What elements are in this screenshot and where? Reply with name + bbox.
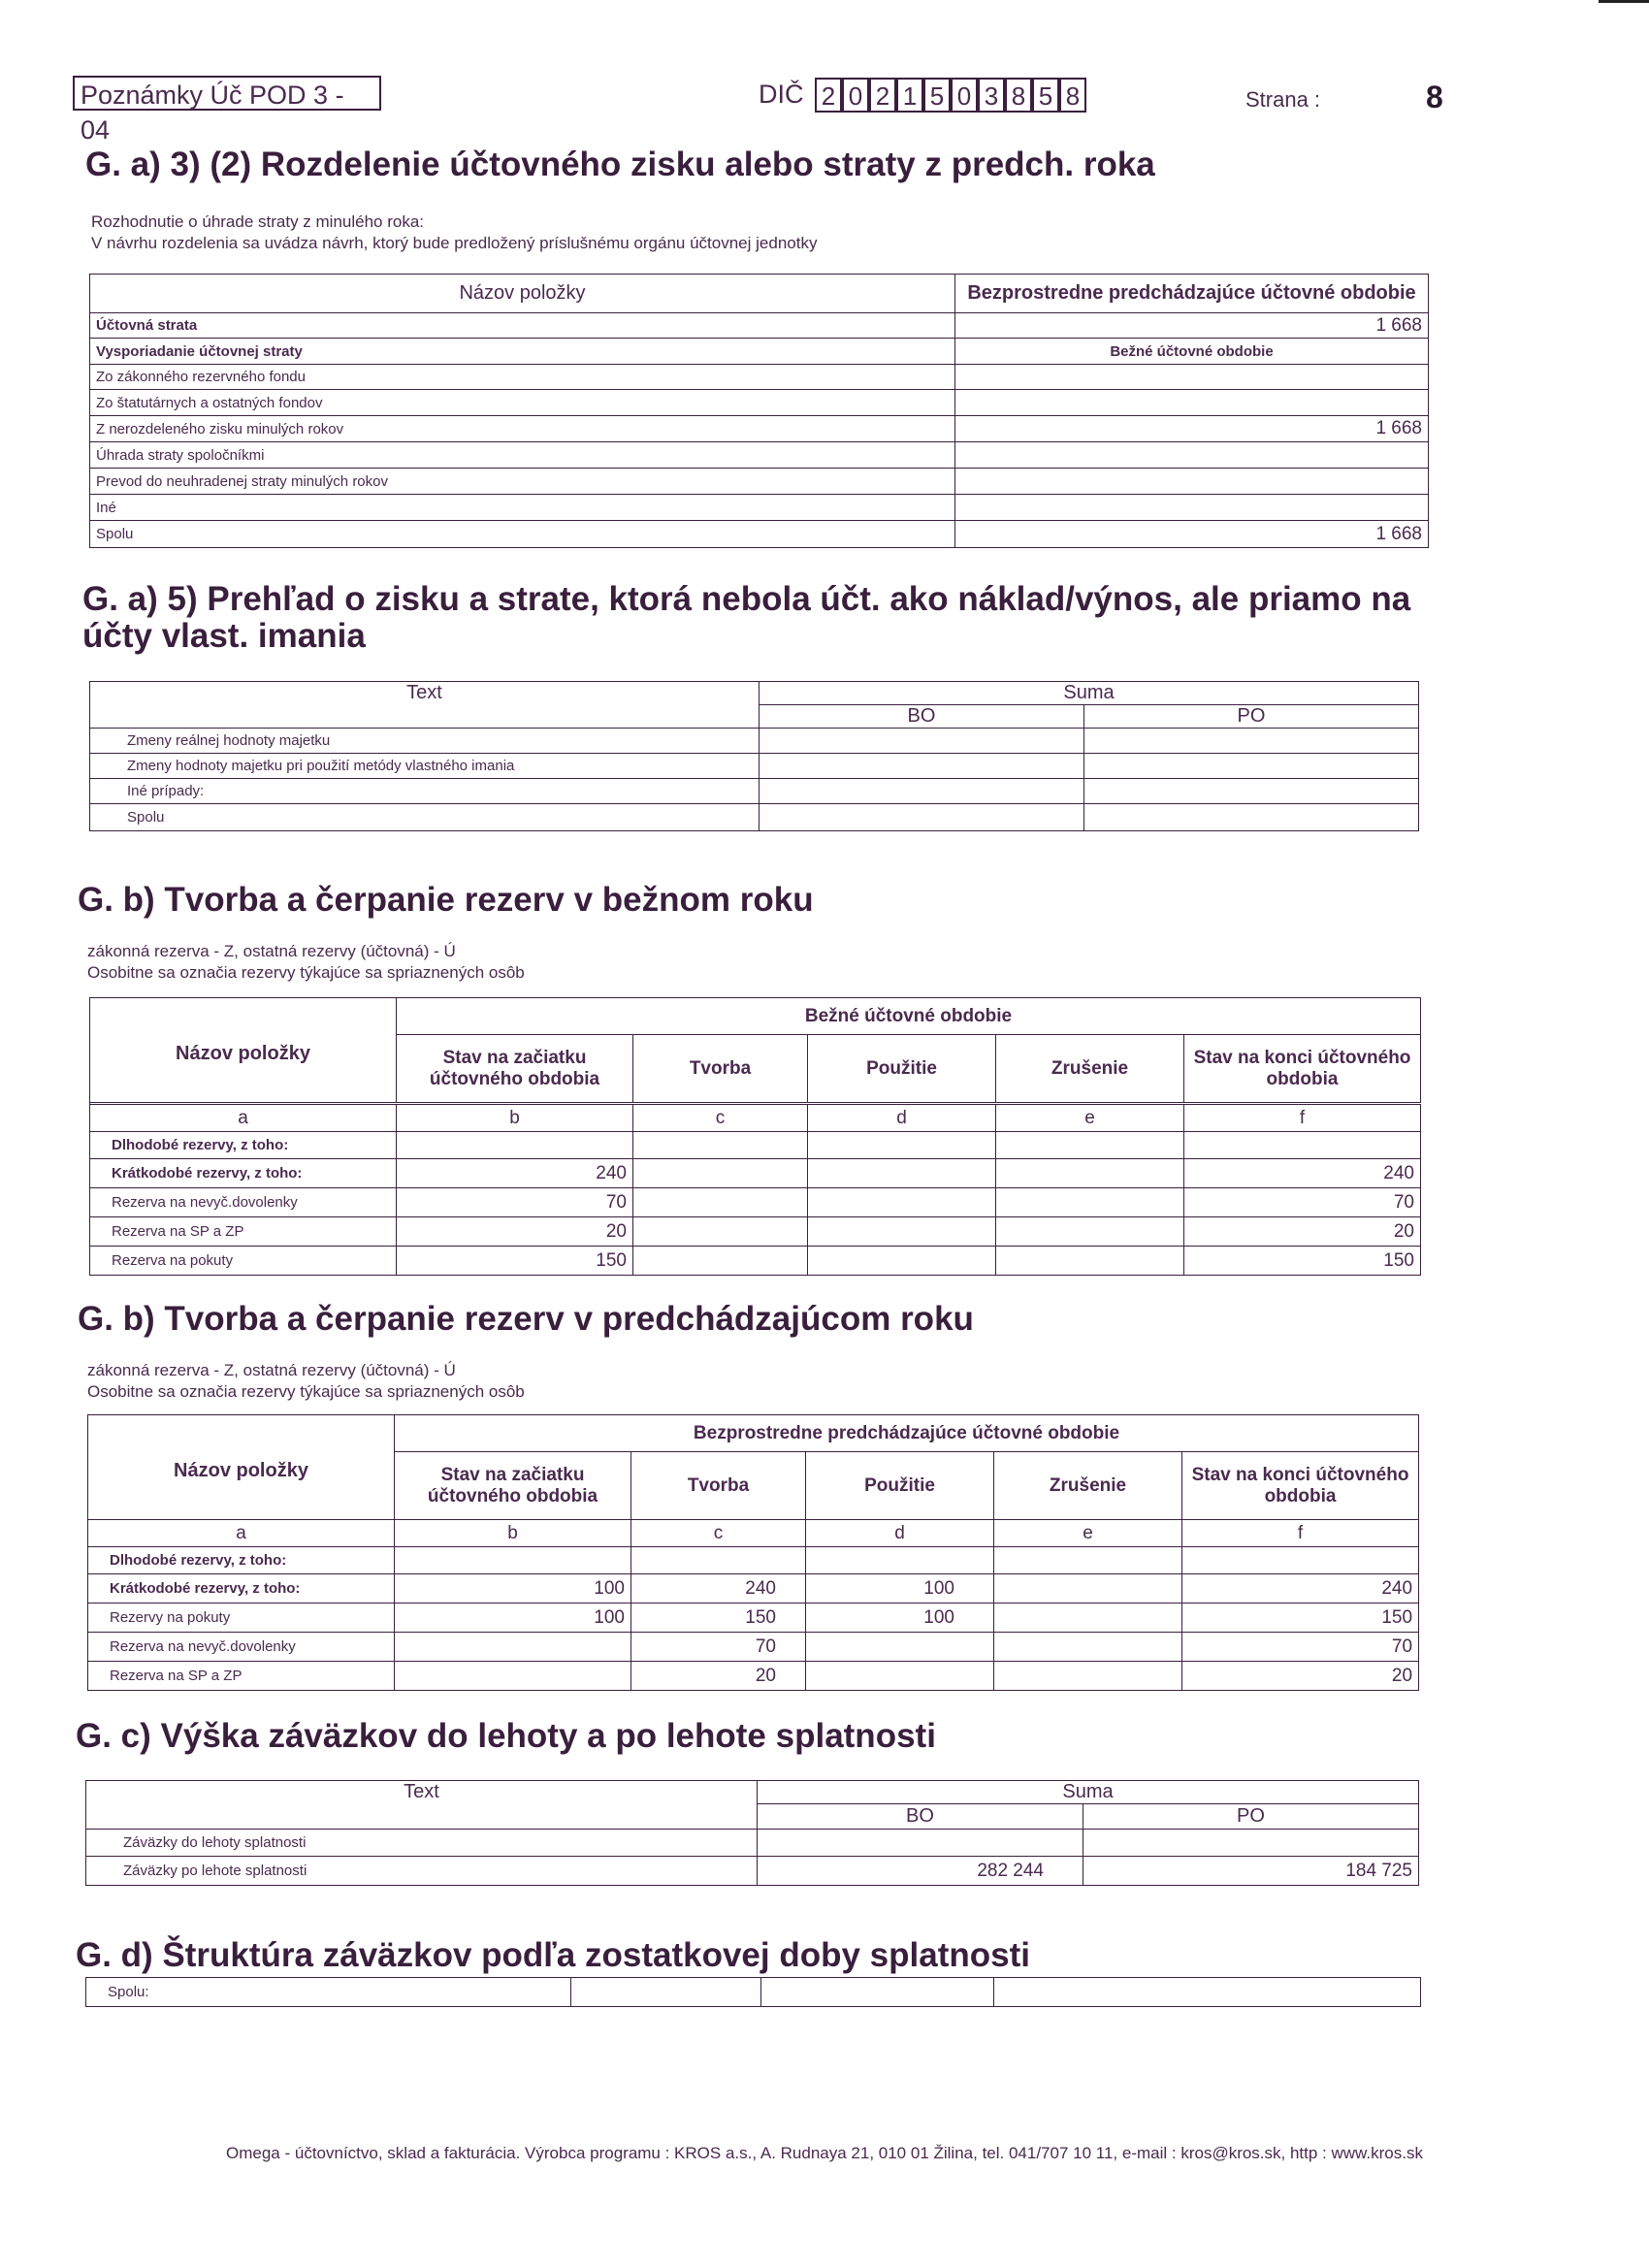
section-title: G. a) 5) Prehľad o zisku a strate, ktorá nebola účt. ako náklad/výnos, ale priamo na — [82, 580, 1411, 618]
column-header: Bezprostredne predchádzajúce účtovné obdobie — [395, 1415, 1419, 1452]
dic-digit: 5 — [1032, 78, 1059, 113]
section-note: Osobitne sa označia rezervy týkajúce sa spriaznených osôb — [87, 1382, 525, 1401]
table-row-label: Spolu — [90, 804, 760, 831]
column-header: Stav na konci účtovného obdobia — [1182, 1452, 1419, 1520]
column-letter: f — [1184, 1105, 1421, 1132]
table-cell — [808, 1132, 996, 1159]
table-cell: 20 — [397, 1217, 633, 1247]
table-cell — [1182, 1547, 1419, 1574]
dic-digit: 5 — [923, 78, 951, 113]
table-cell — [1184, 1132, 1421, 1159]
column-header: Názov položky — [90, 998, 397, 1103]
section-title: G. a) 3) (2) Rozdelenie účtovného zisku alebo straty z predch. roka — [85, 146, 1155, 183]
table-row-label: Záväzky do lehoty splatnosti — [86, 1830, 758, 1857]
table-row-label: Iné prípady: — [90, 779, 760, 804]
corner-mark — [1599, 0, 1649, 3]
section-title: G. b) Tvorba a čerpanie rezerv v predchádzajúcom roku — [78, 1300, 974, 1338]
table-cell — [994, 1662, 1182, 1691]
table-cell: 100 — [806, 1574, 994, 1604]
table-row-label: Rezerva na nevyč.dovolenky — [90, 1188, 397, 1217]
table-cell — [994, 1633, 1182, 1662]
table-cell — [760, 804, 1084, 831]
column-letter: e — [996, 1105, 1184, 1132]
column-letter: c — [631, 1520, 806, 1547]
table-cell — [633, 1247, 808, 1276]
table-cell — [808, 1247, 996, 1276]
table-cell: 20 — [1182, 1662, 1419, 1691]
table-cell — [395, 1633, 631, 1662]
dic-label: DIČ — [759, 80, 804, 109]
table-cell — [808, 1159, 996, 1188]
section-note: Osobitne sa označia rezervy týkajúce sa spriaznených osôb — [87, 963, 525, 982]
column-header: Bežné účtovné obdobie — [955, 339, 1429, 365]
table-row-label: Krátkodobé rezervy, z toho: — [90, 1159, 397, 1188]
table-cell — [806, 1547, 994, 1574]
table-cell — [994, 1604, 1182, 1633]
table-cell — [1084, 804, 1419, 831]
dic-digit: 3 — [978, 78, 1005, 113]
table-row-label: Krátkodobé rezervy, z toho: — [88, 1574, 395, 1604]
column-header: BO — [758, 1804, 1083, 1830]
column-letter: d — [806, 1520, 994, 1547]
column-header: Tvorba — [633, 1035, 808, 1103]
dic-digit: 8 — [1005, 78, 1032, 113]
column-header: PO — [1084, 705, 1419, 729]
table-cell: 1 668 — [955, 313, 1429, 339]
column-header: Použitie — [806, 1452, 994, 1520]
column-header: Názov položky — [90, 275, 955, 313]
column-letter: d — [808, 1105, 996, 1132]
table-cell: 100 — [395, 1574, 631, 1604]
table-cell — [633, 1217, 808, 1247]
table-row-label: Rezerva na SP a ZP — [88, 1662, 395, 1691]
column-header: Názov položky — [88, 1415, 395, 1520]
reserves-current-table — [89, 997, 1421, 1103]
table-cell: 240 — [1182, 1574, 1419, 1604]
table-row-label: Zmeny hodnoty majetku pri použití metódy vlastného imania — [90, 754, 760, 779]
table-cell — [996, 1247, 1184, 1276]
table-cell — [806, 1662, 994, 1691]
table-cell — [633, 1188, 808, 1217]
column-header: PO — [1083, 1804, 1419, 1830]
table-cell: 70 — [397, 1188, 633, 1217]
table-cell: 100 — [395, 1604, 631, 1633]
table-cell: 150 — [631, 1604, 806, 1633]
dic-digit: 2 — [815, 78, 842, 113]
profit-loss-table — [89, 274, 1429, 548]
section-title: účty vlast. imania — [82, 617, 366, 655]
footer: Omega - účtovníctvo, sklad a fakturácia. Výrobca programu : KROS a.s., A. Rudnaya 21, 010 01 Žilina, tel. 041/707 10 11, e-mail : kros@kros.sk, http : www.kros.sk — [226, 2144, 1423, 2162]
column-letter: f — [1182, 1520, 1419, 1547]
dic-digit: 8 — [1059, 78, 1086, 113]
table-cell — [633, 1159, 808, 1188]
table-cell: 100 — [806, 1604, 994, 1633]
table-row-label: Vysporiadanie účtovnej straty — [90, 339, 955, 365]
table-cell — [1084, 754, 1419, 779]
table-cell — [955, 495, 1429, 521]
table-row-label: Zo štatutárnych a ostatných fondov — [90, 390, 955, 416]
table-cell — [395, 1547, 631, 1574]
column-letter: b — [397, 1105, 633, 1132]
section-note: zákonná rezerva - Z, ostatná rezervy (účtovná) - Ú — [87, 1361, 456, 1379]
table-cell: 150 — [397, 1247, 633, 1276]
column-header: Text — [86, 1781, 758, 1830]
table-cell — [996, 1159, 1184, 1188]
table-cell — [955, 390, 1429, 416]
liabilities-table — [85, 1780, 1419, 1886]
table-cell — [994, 1978, 1421, 2007]
table-row-label: Rezerva na SP a ZP — [90, 1217, 397, 1247]
table-cell — [760, 729, 1084, 754]
column-header: Bežné účtovné obdobie — [397, 998, 1421, 1035]
table-cell — [758, 1830, 1083, 1857]
equity-changes-table — [89, 681, 1419, 831]
column-header: Tvorba — [631, 1452, 806, 1520]
table-cell — [1084, 729, 1419, 754]
table-cell: 1 668 — [955, 521, 1429, 548]
liabilities-structure-table — [85, 1977, 1421, 2007]
dic-digit: 0 — [951, 78, 978, 113]
table-cell — [955, 365, 1429, 390]
section-title: G. d) Štruktúra záväzkov podľa zostatkovej doby splatnosti — [76, 1936, 1030, 1974]
dic-digit: 0 — [842, 78, 869, 113]
reserves-previous-table — [87, 1414, 1419, 1691]
table-row-label: Rezerva na pokuty — [90, 1247, 397, 1276]
column-letter: e — [994, 1520, 1182, 1547]
table-cell — [808, 1217, 996, 1247]
column-header: Stav na začiatku účtovného obdobia — [397, 1035, 633, 1103]
section-title: G. c) Výška záväzkov do lehoty a po lehote splatnosti — [76, 1717, 936, 1755]
table-row-label: Rezerva na nevyč.dovolenky — [88, 1633, 395, 1662]
section-note: zákonná rezerva - Z, ostatná rezervy (účtovná) - Ú — [87, 942, 456, 960]
table-row-label: Spolu: — [86, 1978, 571, 2007]
table-row-label: Zmeny reálnej hodnoty majetku — [90, 729, 760, 754]
table-cell — [1084, 779, 1419, 804]
column-header: BO — [760, 705, 1084, 729]
table-cell — [760, 754, 1084, 779]
table-cell — [633, 1132, 808, 1159]
table-cell: 150 — [1182, 1604, 1419, 1633]
table-cell: 1 668 — [955, 416, 1429, 442]
table-cell: 240 — [631, 1574, 806, 1604]
table-cell — [955, 442, 1429, 469]
column-header: Bezprostredne predchádzajúce účtovné obdobie — [955, 275, 1429, 313]
page-label: Strana : — [1245, 87, 1321, 112]
table-cell — [1083, 1830, 1419, 1857]
column-header: Zrušenie — [996, 1035, 1184, 1103]
column-header: Stav na konci účtovného obdobia — [1184, 1035, 1421, 1103]
table-row-label: Dlhodobé rezervy, z toho: — [90, 1132, 397, 1159]
column-header: Suma — [760, 682, 1419, 705]
table-cell — [994, 1574, 1182, 1604]
table-cell: 240 — [397, 1159, 633, 1188]
column-header: Použitie — [808, 1035, 996, 1103]
column-letter: a — [90, 1105, 397, 1132]
column-header: Text — [90, 682, 760, 729]
table-cell — [760, 779, 1084, 804]
table-cell: 70 — [631, 1633, 806, 1662]
table-row-label: Rezervy na pokuty — [88, 1604, 395, 1633]
table-cell — [761, 1978, 994, 2007]
column-letter: b — [395, 1520, 631, 1547]
section-note: Rozhodnutie o úhrade straty z minulého roka: — [91, 212, 425, 231]
table-row-label: Z nerozdeleného zisku minulých rokov — [90, 416, 955, 442]
section-title: G. b) Tvorba a čerpanie rezerv v bežnom roku — [78, 881, 814, 919]
table-cell: 282 244 — [758, 1857, 1083, 1886]
table-cell — [955, 469, 1429, 495]
table-cell — [996, 1217, 1184, 1247]
table-cell — [571, 1978, 761, 2007]
section-note: V návrhu rozdelenia sa uvádza návrh, ktorý bude predložený príslušnému orgánu účtovnej jednotky — [91, 234, 818, 252]
dic-digit: 1 — [896, 78, 923, 113]
table-cell — [808, 1188, 996, 1217]
table-cell — [631, 1547, 806, 1574]
column-header: Zrušenie — [994, 1452, 1182, 1520]
table-cell — [996, 1132, 1184, 1159]
column-letter: c — [633, 1105, 808, 1132]
dic-digit: 2 — [869, 78, 896, 113]
column-header: Stav na začiatku účtovného obdobia — [395, 1452, 631, 1520]
table-cell — [996, 1188, 1184, 1217]
table-cell — [994, 1547, 1182, 1574]
table-cell — [397, 1132, 633, 1159]
table-row-label: Dlhodobé rezervy, z toho: — [88, 1547, 395, 1574]
table-cell: 150 — [1184, 1247, 1421, 1276]
table-cell — [806, 1633, 994, 1662]
table-cell — [395, 1662, 631, 1691]
table-row-label: Záväzky po lehote splatnosti — [86, 1857, 758, 1886]
form-code: Poznámky Úč POD 3 - 04 — [73, 76, 381, 111]
table-row-label: Iné — [90, 495, 955, 521]
page-number: 8 — [1426, 80, 1443, 114]
table-cell: 20 — [631, 1662, 806, 1691]
reserves-current-body — [89, 1104, 1421, 1276]
table-row-label: Úhrada straty spoločníkmi — [90, 442, 955, 469]
table-row-label: Spolu — [90, 521, 955, 548]
table-row-label: Zo zákonného rezervného fondu — [90, 365, 955, 390]
table-cell: 70 — [1184, 1188, 1421, 1217]
column-header: Suma — [758, 1781, 1419, 1804]
table-row-label: Účtovná strata — [90, 313, 955, 339]
table-cell: 20 — [1184, 1217, 1421, 1247]
table-cell: 70 — [1182, 1633, 1419, 1662]
table-cell: 184 725 — [1083, 1857, 1419, 1886]
table-row-label: Prevod do neuhradenej straty minulých rokov — [90, 469, 955, 495]
table-cell: 240 — [1184, 1159, 1421, 1188]
column-letter: a — [88, 1520, 395, 1547]
